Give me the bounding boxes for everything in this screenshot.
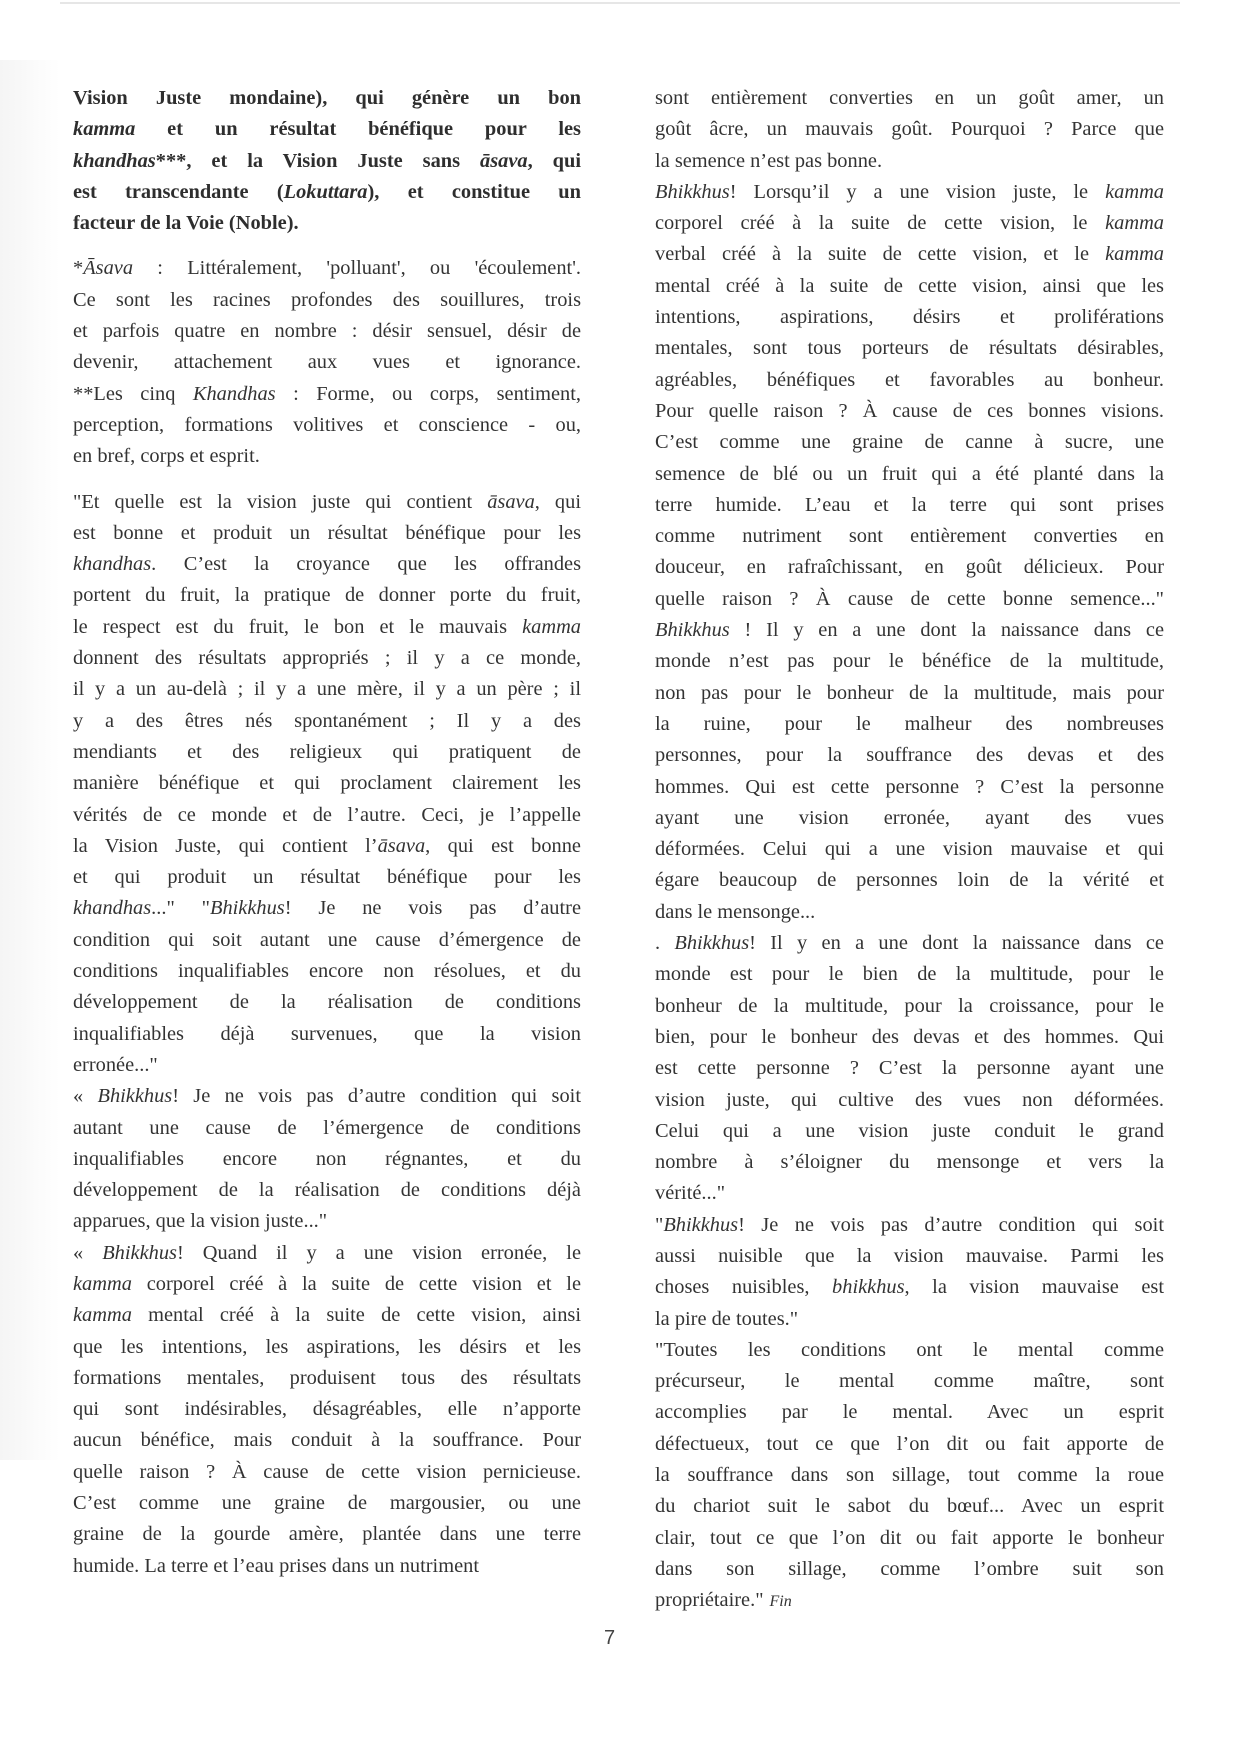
text-line: mental créé à la suite de cette vision, ainsi que les bbox=[655, 274, 1164, 297]
text-line: "Et quelle est la vision juste qui contient āsava, qui bbox=[73, 490, 581, 513]
text-line: corporel créé à la suite de cette vision, le kamma bbox=[655, 212, 1164, 235]
text-line: . Bhikkhus! Il y en a une dont la naissance dans ce bbox=[655, 932, 1164, 955]
text-line: bien, pour le bonheur des devas et des hommes. Qui bbox=[655, 1025, 1164, 1048]
text-line: « Bhikkhus! Quand il y a une vision erronée, le bbox=[73, 1241, 581, 1264]
text-line: C’est comme une graine de margousier, ou une bbox=[73, 1492, 581, 1515]
text-line: mentales, sont tous porteurs de résultats désirables, bbox=[655, 337, 1164, 360]
text-line: donnent des résultats appropriés ; il y a ce monde, bbox=[73, 647, 581, 670]
text-line: ayant une vision erronée, ayant des vues bbox=[655, 806, 1164, 829]
text-line: Bhikkhus! Lorsqu’il y a une vision juste, le kamma bbox=[655, 180, 1164, 203]
text-line: accomplies par le mental. Avec un esprit bbox=[655, 1401, 1164, 1424]
text-line: autant une cause de l’émergence de conditions bbox=[73, 1116, 581, 1139]
text-line: est cette personne ? C’est la personne ayant une bbox=[655, 1057, 1164, 1080]
main-text-right bbox=[655, 83, 1164, 1618]
text-line: kamma et un résultat bénéfique pour les bbox=[73, 118, 581, 141]
text-line: déformées. Celui qui a une vision mauvaise et qui bbox=[655, 838, 1164, 861]
text-line: la ruine, pour le malheur des nombreuses bbox=[655, 712, 1164, 735]
footnotes bbox=[73, 253, 581, 472]
text-line: C’est comme une graine de canne à sucre, une bbox=[655, 431, 1164, 454]
text-line: sont entièrement converties en un goût amer, un bbox=[655, 87, 1164, 109]
text-line: et qui produit un résultat bénéfique pour les bbox=[73, 866, 581, 889]
text-line: perception, formations volitives et conscience - ou, bbox=[73, 413, 581, 436]
text-line: khandhas***, et la Vision Juste sans āsava, qui bbox=[73, 149, 581, 172]
text-line: khandhas..." "Bhikkhus! Je ne vois pas d’autre bbox=[73, 897, 581, 920]
text-line: douceur, en rafraîchissant, en goût délicieux. Pour bbox=[655, 556, 1164, 579]
intro-paragraph bbox=[73, 83, 581, 239]
text-line: Vision Juste mondaine), qui génère un bon bbox=[73, 87, 581, 109]
text-line: formations mentales, produisent tous des résultats bbox=[73, 1366, 581, 1389]
text-line: kamma mental créé à la suite de cette vision, ainsi bbox=[73, 1304, 581, 1327]
text-line: personnes, pour la souffrance des devas et des bbox=[655, 744, 1164, 767]
text-line: agréables, bénéfiques et favorables au bonheur. bbox=[655, 368, 1164, 391]
main-text-left bbox=[73, 487, 581, 1582]
text-line: manière bénéfique et qui proclament clairement les bbox=[73, 772, 581, 795]
text-line: Bhikkhus ! Il y en a une dont la naissance dans ce bbox=[655, 619, 1164, 642]
text-line: terre humide. L’eau et la terre qui sont prises bbox=[655, 493, 1164, 516]
text-line: **Les cinq Khandhas : Forme, ou corps, sentiment, bbox=[73, 382, 581, 405]
text-line: « Bhikkhus! Je ne vois pas d’autre condition qui soit bbox=[73, 1085, 581, 1108]
text-line: quelle raison ? À cause de cette bonne semence..." bbox=[655, 587, 1164, 610]
text-line: développement de la réalisation de conditions bbox=[73, 991, 581, 1014]
text-line: "Toutes les conditions ont le mental comme bbox=[655, 1338, 1164, 1361]
text-line: clair, tout ce que l’on dit ou fait apporte le bonheur bbox=[655, 1526, 1164, 1549]
text-line: développement de la réalisation de conditions déjà bbox=[73, 1179, 581, 1202]
text-line: non pas pour le bonheur de la multitude, mais pour bbox=[655, 681, 1164, 704]
text-line: nombre à s’éloigner du mensonge et vers la bbox=[655, 1151, 1164, 1174]
text-line: bonheur de la multitude, pour la croissance, pour le bbox=[655, 994, 1164, 1017]
text-line: comme nutriment sont entièrement converties en bbox=[655, 525, 1164, 548]
left-column bbox=[73, 83, 581, 1582]
text-line: condition qui soit autant une cause d’émergence de bbox=[73, 928, 581, 951]
text-line: en bref, corps et esprit. bbox=[73, 445, 260, 468]
text-line: "Bhikkhus! Je ne vois pas d’autre condition qui soit bbox=[655, 1213, 1164, 1236]
text-line: vérités de ce monde et de l’autre. Ceci, je l’appelle bbox=[73, 803, 581, 826]
text-line: Celui qui a une vision juste conduit le grand bbox=[655, 1119, 1164, 1142]
text-line: verbal créé à la suite de cette vision, et le kamma bbox=[655, 243, 1164, 266]
text-line: kamma corporel créé à la suite de cette vision et le bbox=[73, 1272, 581, 1295]
text-line: du chariot suit le sabot du bœuf... Avec un esprit bbox=[655, 1495, 1164, 1518]
scan-shadow bbox=[0, 60, 60, 1460]
text-line: dans le mensonge... bbox=[655, 900, 816, 923]
text-line: erronée..." bbox=[73, 1053, 158, 1076]
text-line: *Āsava : Littéralement, 'polluant', ou 'écoulement'. bbox=[73, 257, 581, 280]
text-line: est transcendante (Lokuttara), et constitue un bbox=[73, 180, 581, 203]
text-line: inqualifiables encore non régnantes, et du bbox=[73, 1147, 581, 1170]
right-column bbox=[655, 83, 1164, 1618]
text-line: dans son sillage, comme l’ombre suit son bbox=[655, 1557, 1164, 1580]
text-line: défectueux, tout ce que l’on dit ou fait apporte de bbox=[655, 1432, 1164, 1455]
text-line: quelle raison ? À cause de cette vision pernicieuse. bbox=[73, 1460, 581, 1483]
text-line: vérité..." bbox=[655, 1182, 726, 1205]
text-line: Ce sont les racines profondes des souillures, trois bbox=[73, 288, 581, 311]
text-line: est bonne et produit un résultat bénéfique pour les bbox=[73, 521, 581, 544]
text-line: graine de la gourde amère, plantée dans une terre bbox=[73, 1523, 581, 1546]
text-line: khandhas. C’est la croyance que les offrandes bbox=[73, 553, 581, 576]
text-line: Pour quelle raison ? À cause de ces bonnes visions. bbox=[655, 399, 1164, 422]
text-line: portent du fruit, la pratique de donner porte du fruit, bbox=[73, 584, 581, 607]
text-line: le respect est du fruit, le bon et le mauvais kamma bbox=[73, 615, 581, 638]
text-line: inqualifiables déjà survenues, que la vision bbox=[73, 1022, 581, 1045]
text-line: apparues, que la vision juste..." bbox=[73, 1210, 328, 1233]
text-line: la souffrance dans son sillage, tout comme la roue bbox=[655, 1464, 1164, 1487]
text-line: monde n’est pas pour le bénéfice de la multitude, bbox=[655, 650, 1164, 673]
text-line: semence de blé ou un fruit qui a été planté dans la bbox=[655, 462, 1164, 485]
text-line: monde est pour le bien de la multitude, pour le bbox=[655, 963, 1164, 986]
text-line: aussi nuisible que la vision mauvaise. Parmi les bbox=[655, 1244, 1164, 1267]
text-line: y a des êtres nés spontanément ; Il y a des bbox=[73, 709, 581, 732]
text-line: il y a un au-delà ; il y a une mère, il y a un père ; il bbox=[73, 678, 581, 701]
text-line: précurseur, le mental comme maître, sont bbox=[655, 1370, 1164, 1393]
text-line: que les intentions, les aspirations, les désirs et les bbox=[73, 1335, 581, 1358]
text-line: qui sont indésirables, désagréables, elle n’apporte bbox=[73, 1398, 581, 1421]
text-line: conditions inqualifiables encore non résolues, et du bbox=[73, 960, 581, 983]
text-line: égare beaucoup de personnes loin de la vérité et bbox=[655, 869, 1164, 892]
end-mark: Fin bbox=[769, 1593, 792, 1611]
text-line: vision juste, qui cultive des vues non déformées. bbox=[655, 1088, 1164, 1111]
text-line: mendiants et des religieux qui pratiquent de bbox=[73, 740, 581, 763]
text-line: la pire de toutes." bbox=[655, 1307, 799, 1330]
scan-edge bbox=[60, 2, 1180, 4]
text-line: facteur de la Voie (Noble). bbox=[73, 212, 299, 235]
text-line: intentions, aspirations, désirs et proliférations bbox=[655, 306, 1164, 329]
text-line: choses nuisibles, bhikkhus, la vision mauvaise est bbox=[655, 1276, 1164, 1299]
text-line: aucun bénéfice, mais conduit à la souffrance. Pour bbox=[73, 1429, 581, 1452]
page-number: 7 bbox=[604, 1627, 616, 1649]
text-line: goût âcre, un mauvais goût. Pourquoi ? Parce que bbox=[655, 118, 1164, 141]
text-line: la semence n’est pas bonne. bbox=[655, 149, 883, 172]
text-line: et parfois quatre en nombre : désir sensuel, désir de bbox=[73, 320, 581, 343]
text-line: la Vision Juste, qui contient l’āsava, qui est bonne bbox=[73, 834, 581, 857]
text-line: devenir, attachement aux vues et ignorance. bbox=[73, 351, 581, 374]
text-line: humide. La terre et l’eau prises dans un nutriment bbox=[73, 1554, 479, 1577]
text-line: propriétaire." Fin bbox=[655, 1589, 792, 1612]
text-line: hommes. Qui est cette personne ? C’est la personne bbox=[655, 775, 1164, 798]
